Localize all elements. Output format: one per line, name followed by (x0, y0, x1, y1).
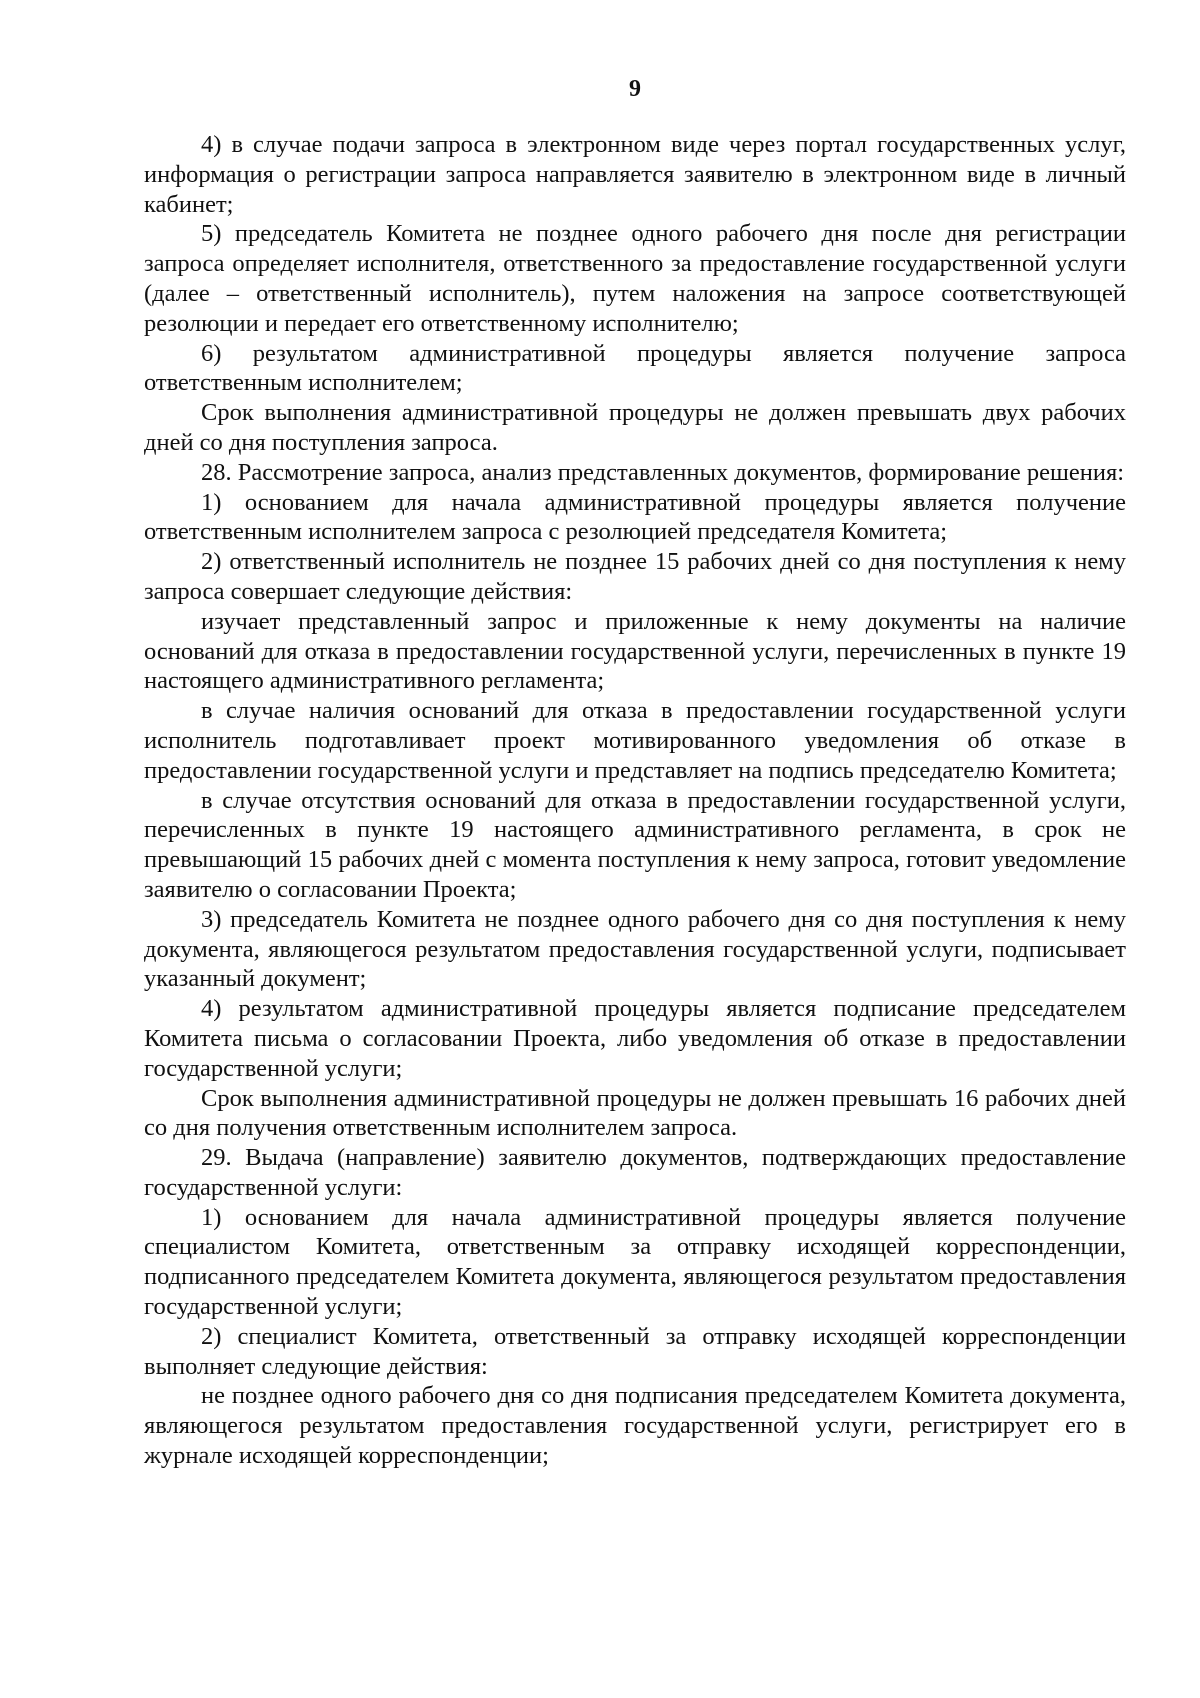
paragraph-item-6: 6) результатом административной процедуры является получение запроса ответственным исполнителем; (144, 339, 1126, 397)
page-number: 9 (629, 76, 641, 102)
paragraph-deadline-2: Срок выполнения административной процедуры не должен превышать 16 рабочих дней со дня получения ответственным исполнителем запроса. (144, 1084, 1126, 1142)
paragraph-item-4: 4) в случае подачи запроса в электронном виде через портал государственных услуг, информация о регистрации запроса направляется заявителю в электронном виде в личный кабинет; (144, 131, 1126, 218)
paragraph-28-item-2: 2) ответственный исполнитель не позднее 15 рабочих дней со дня поступления к нему запроса совершает следующие действия: (144, 548, 1126, 605)
paragraph-28-item-4: 4) результатом административной процедуры является подписание председателем Комитета письма о согласовании Проекта, либо уведомления об отказе в предоставлении государственной услуги; (144, 995, 1126, 1082)
document-body (144, 130, 1126, 1471)
paragraph-28-action-1: изучает представленный запрос и приложенные к нему документы на наличие оснований для отказа в предоставлении государственной услуги, перечисленных в пункте 19 настоящего административного регламента; (144, 607, 1126, 695)
section-heading-28: 28. Рассмотрение запроса, анализ представленных документов, формирование решения: (201, 458, 1125, 486)
paragraph-28-item-3: 3) председатель Комитета не позднее одного рабочего дня со дня поступления к нему документа, являющегося результатом предоставления государственной услуги, подписывает указанный документ; (144, 905, 1126, 993)
paragraph-28-action-2: в случае наличия оснований для отказа в предоставлении государственной услуги исполнитель подготавливает проект мотивированного уведомления об отказе в предоставлении государственной услуги и представляет на подпись председателю Комитета; (144, 697, 1126, 784)
paragraph-28-action-3: в случае отсутствия оснований для отказа в предоставлении государственной услуги, перечисленных в пункте 19 настоящего административного регламента, в срок не превышающий 15 рабочих дней с момента поступления к нему запроса, готовит уведомление заявителю о согласовании Проекта; (144, 786, 1126, 903)
section-heading-29: 29. Выдача (направление) заявителю документов, подтверждающих предоставление государственной услуги: (144, 1144, 1126, 1201)
paragraph-29-item-2: 2) специалист Комитета, ответственный за отправку исходящей корреспонденции выполняет следующие действия: (144, 1322, 1126, 1380)
paragraph-item-5: 5) председатель Комитета не позднее одного рабочего дня после дня регистрации запроса определяет исполнителя, ответственного за предоставление государственной услуги (далее – ответственный исполнитель), путем наложения на запросе соответствующей резолюции и передает его ответственному исполнителю; (144, 220, 1126, 337)
paragraph-29-item-1: 1) основанием для начала административной процедуры является получение специалистом Комитета, ответственным за отправку исходящей корреспонденции, подписанного председателем Комитета документа, являющегося результатом предоставления государственной услуги; (144, 1203, 1126, 1321)
paragraph-deadline-1: Срок выполнения административной процедуры не должен превышать двух рабочих дней со дня поступления запроса. (144, 399, 1126, 456)
paragraph-29-action-1: не позднее одного рабочего дня со дня подписания председателем Комитета документа, являющегося результатом предоставления государственной услуги, регистрирует его в журнале исходящей корреспонденции; (144, 1382, 1126, 1470)
paragraph-28-item-1: 1) основанием для начала административной процедуры является получение ответственным исполнителем запроса с резолюцией председателя Комитета; (144, 488, 1126, 546)
